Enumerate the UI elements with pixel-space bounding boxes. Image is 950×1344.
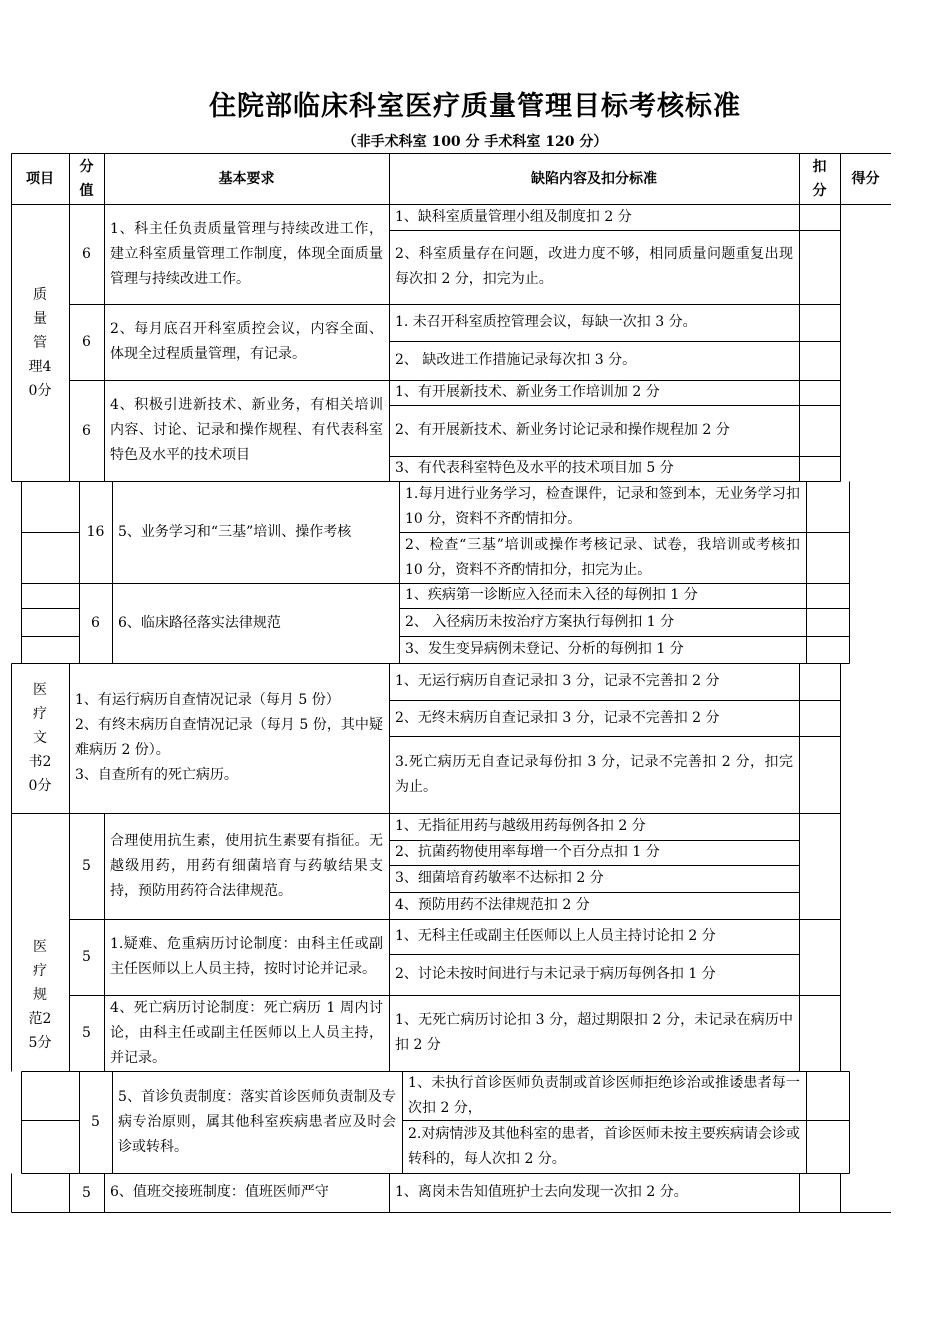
- deduction-item: 3、细菌培育药敏率不达标扣 2 分: [395, 870, 604, 886]
- requirement-cell: 合理使用抗生素，使用抗生素要有指征。无越级用药，用药有细菌培育与药敏结果支持，预防用药符合法律规范。: [110, 832, 383, 899]
- score-cell: 16: [86, 524, 105, 540]
- deduction-item: 4、预防用药不法律规范扣 2 分: [395, 897, 590, 913]
- assessment-table: [11, 153, 891, 1213]
- deduction-item: 3、发生变异病例未登记、分析的每例扣 1 分: [405, 641, 684, 657]
- requirement-cell: 2、每月底召开科室质控会议，内容全面、体现全过程质量管理，有记录。: [110, 321, 383, 362]
- deduction-item: 1、无死亡病历讨论扣 3 分，超过期限扣 2 分，未记录在病历中扣 2 分: [395, 1012, 793, 1053]
- requirement-cell: 1、科主任负责质量管理与持续改进工作，建立科室质量管理工作制度，体现全面质量管理与持续改进工作。: [110, 220, 383, 287]
- page-title: 住院部临床科室医疗质量管理目标考核标准: [209, 91, 741, 122]
- section-label-documents: 医疗文书20分: [28, 682, 52, 794]
- deduction-item: 1、无科主任或副主任医师以上人员主持讨论扣 2 分: [395, 928, 716, 944]
- score-cell: 6: [82, 334, 91, 350]
- requirement-cell: 4、积极引进新技术、新业务，有相关培训内容、讨论、记录和操作规程、有代表科室特色及水平的技术项目: [110, 397, 383, 463]
- score-cell: 5: [82, 1184, 91, 1201]
- deduction-item: 1、有开展新技术、新业务工作培训加 2 分: [395, 384, 660, 400]
- deduction-item: 3.死亡病历无自查记录每份扣 3 分，记录不完善扣 2 分，扣完为止。: [395, 753, 793, 795]
- page-subtitle: （非手术科室 100 分 手术科室 120 分）: [342, 134, 608, 150]
- deduction-item: 1. 未召开科室质控管理会议，每缺一次扣 3 分。: [395, 314, 697, 330]
- header-requirement: 基本要求: [218, 170, 275, 187]
- header-deduction-standard: 缺陷内容及扣分标准: [531, 170, 657, 187]
- deduction-item: 1、无运行病历自查记录扣 3 分，记录不完善扣 2 分: [395, 673, 720, 689]
- header-item: 项目: [26, 170, 54, 187]
- score-cell: 5: [82, 949, 91, 965]
- header-obtained: 得分: [851, 170, 880, 187]
- deduction-item: 2、检查“三基”培训或操作考核记录、试卷，我培训或考核扣 10 分，资料不齐酌情扣分，扣完为止。: [405, 536, 800, 578]
- deduction-item: 2.对病情涉及其他科室的患者，首诊医师未按主要疾病请会诊或转科的，每人次扣 2 分。: [408, 1125, 800, 1167]
- section-label-quality: 质量管理40分: [28, 286, 52, 399]
- deduction-item: 2、讨论未按时间进行与未记录于病历每例各扣 1 分: [395, 966, 716, 982]
- score-cell: 6: [82, 422, 91, 439]
- requirement-cell: 4、死亡病历讨论制度：死亡病历 1 周内讨论，由科主任或副主任医师以上人员主持，并记录。: [110, 999, 383, 1066]
- deduction-item: 1.每月进行业务学习，检查课件，记录和签到本，无业务学习扣 10 分，资料不齐酌情扣分。: [405, 485, 800, 527]
- deduction-item: 2、科室质量存在问题，改进力度不够，相同质量问题重复出现每次扣 2 分，扣完为止。: [395, 246, 793, 287]
- section-label-norms: 医疗规范25分: [28, 939, 52, 1051]
- deduction-item: 2、抗菌药物使用率每增一个百分点扣 1 分: [395, 844, 660, 860]
- requirement-cell: 1、有运行病历自查情况记录（每月 5 份） 2、有终末病历自查情况记录（每月 5 份，其中疑难病历 2 份）。 3、自查所有的死亡病历。: [75, 692, 383, 783]
- score-cell: 6: [82, 246, 91, 262]
- header-deducted: 扣分: [812, 158, 827, 199]
- deduction-item: 2、 缺改进工作措施记录每次扣 3 分。: [395, 352, 637, 368]
- header-score: 分值: [79, 158, 94, 199]
- score-cell: 5: [91, 1114, 100, 1130]
- score-cell: 5: [82, 1025, 91, 1041]
- deduction-item: 1、未执行首诊医师负责制或首诊医师拒绝诊治或推诿患者每一次扣 2 分，: [408, 1074, 800, 1116]
- score-cell: 5: [82, 858, 91, 874]
- requirement-cell: 6、值班交接班制度：值班医师严守: [110, 1184, 329, 1200]
- deduction-item: 2、无终末病历自查记录扣 3 分，记录不完善扣 2 分: [395, 709, 720, 726]
- requirement-cell: 5、首诊负责制度：落实首诊医师负责制及专病专治原则，属其他科室疾病患者应及时会诊或转科。: [118, 1088, 396, 1155]
- requirement-cell: 5、业务学习和“三基”培训、操作考核: [118, 523, 352, 540]
- deduction-item: 3、有代表科室特色及水平的技术项目加 5 分: [395, 460, 674, 476]
- deduction-item: 1、无指征用药与越级用药每例各扣 2 分: [395, 818, 646, 834]
- deduction-item: 2、有开展新技术、新业务讨论记录和操作规程加 2 分: [395, 422, 730, 438]
- deduction-item: 2、 入径病历未按治疗方案执行每例扣 1 分: [405, 613, 675, 630]
- requirement-cell: 1.疑难、危重病历讨论制度：由科主任或副主任医师以上人员主持，按时讨论并记录。: [110, 936, 383, 977]
- score-cell: 6: [91, 615, 100, 631]
- deduction-item: 1、缺科室质量管理小组及制度扣 2 分: [395, 208, 632, 225]
- deduction-item: 1、离岗未告知值班护士去向发现一次扣 2 分。: [395, 1184, 688, 1200]
- requirement-cell: 6、临床路径落实法律规范: [118, 614, 281, 631]
- deduction-item: 1、疾病第一诊断应入径而未入径的每例扣 1 分: [405, 587, 698, 603]
